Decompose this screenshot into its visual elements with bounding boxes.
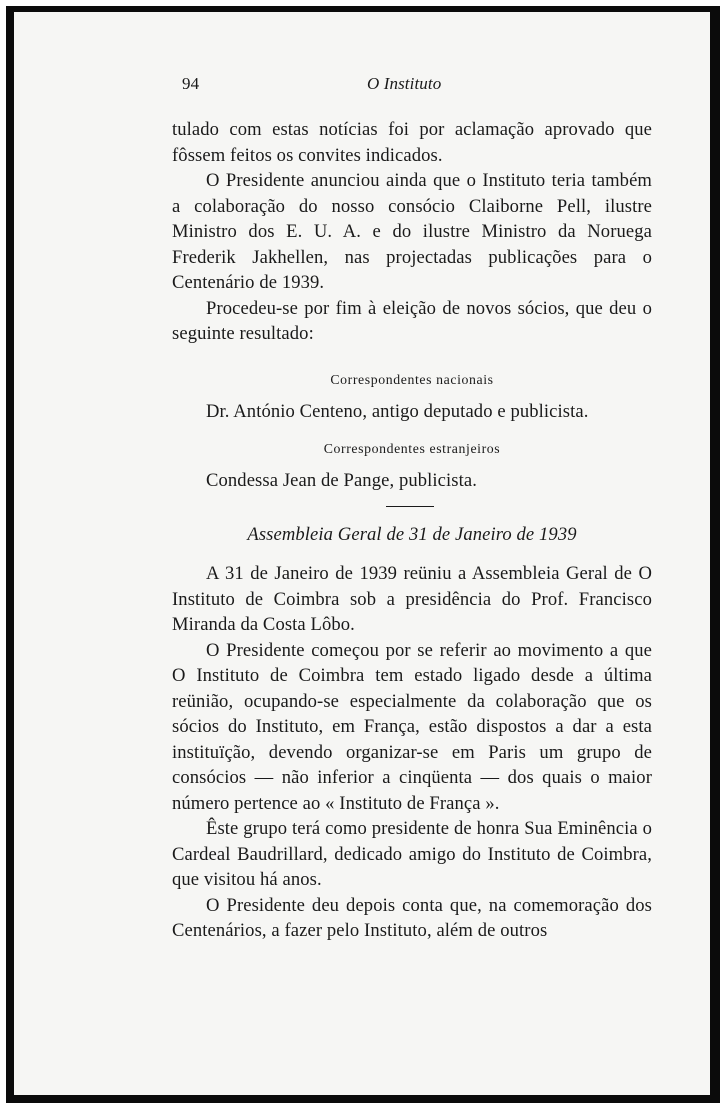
- elected-entry: Condessa Jean de Pange, publicista.: [206, 469, 477, 491]
- journal-title: O Instituto: [367, 74, 442, 93]
- paragraph: O Presidente começou por se referir ao movimento a que O Instituto de Coimbra tem estado ligado desde a última reünião, ocupando-se especialmente da colaboração que os sócios do Instituto, em França, estão dispostos a dar a esta instituïção, devendo organizar-se em Paris um grupo de consócios — não inferior a cinqüenta — dos quais o maior número pertence ao « Instituto de França ».: [172, 639, 652, 814]
- running-head: [172, 74, 652, 98]
- paragraph: Êste grupo terá como presidente de honra Sua Eminência o Cardeal Baudrillard, dedicado amigo do Instituto de Coimbra, que visitou há anos.: [172, 818, 652, 890]
- elected-list: [172, 367, 652, 493]
- category-heading: Correspondentes estranjeiros: [323, 441, 501, 456]
- paragraph: A 31 de Janeiro de 1939 reüniu a Assembleia Geral de O Instituto de Coimbra sob a presidência do Prof. Francisco Miranda da Costa Lôbo.: [172, 563, 652, 635]
- section-body: [172, 561, 652, 944]
- book-page: [6, 6, 720, 1103]
- elected-entry: Dr. António Centeno, antigo deputado e publicista.: [206, 400, 589, 422]
- paragraph: O Presidente anunciou ainda que o Instituto teria também a colaboração do nosso consócio Claiborne Pell, ilustre Ministro dos E. U. A. e do ilustre Ministro da Noruega Frederik Jakhellen, nas projectadas publicações para o Centenário de 1939.: [172, 170, 652, 293]
- paragraph: Procedeu-se por fim à eleição de novos sócios, que deu o seguinte resultado:: [172, 297, 652, 344]
- paragraph: tulado com estas notícias foi por aclamação aprovado que fôssem feitos os convites indicados.: [172, 119, 652, 166]
- section-title: Assembleia Geral de 31 de Janeiro de 1939: [247, 524, 577, 545]
- intro-block: [172, 117, 652, 347]
- page-number: 94: [182, 74, 200, 93]
- section-divider: [386, 506, 434, 507]
- category-heading: Correspondentes nacionais: [330, 372, 494, 387]
- paragraph: O Presidente deu depois conta que, na comemoração dos Centenários, a fazer pelo Instituto, além de outros: [172, 894, 652, 941]
